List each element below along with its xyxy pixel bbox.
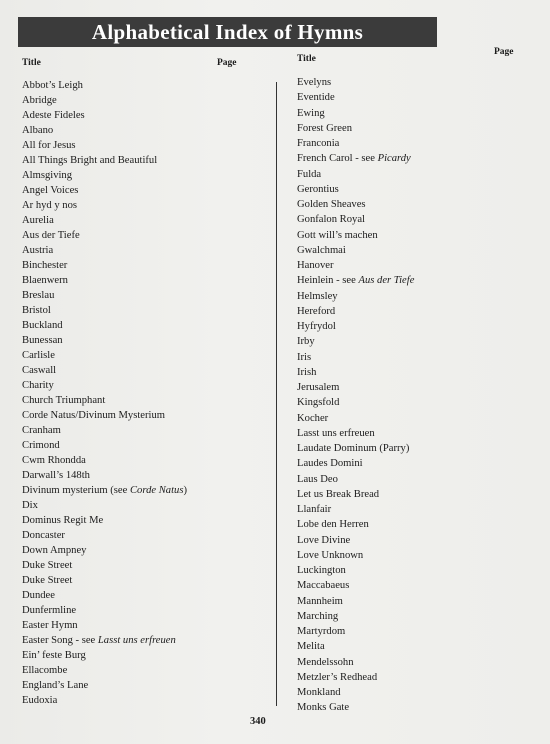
index-entry-title: Easter Song - see Lasst uns erfreuen [22,635,176,646]
index-entry-title: All Things Bright and Beautiful [22,155,158,166]
index-entry-title: Mendelssohn [297,656,354,668]
index-entry-title: Charity [22,380,54,391]
index-entry-title: Breslau [22,290,55,301]
index-heading: Alphabetical Index of Hymns [18,17,437,47]
index-entry-title: Melita [297,641,325,653]
index-entry-title: All for Jesus [22,140,76,151]
index-entry-title: Ein’ feste Burg [22,650,86,661]
left-title-header: Title [22,58,41,68]
index-entry-title: Ewing [297,107,325,119]
index-entry-title: Divinum mysterium (see Corde Natus) [22,485,187,496]
index-entry-title: Binchester [22,260,68,271]
index-entry-title: Abbot’s Leigh [22,80,83,91]
index-entry-title: Duke Street [22,560,73,571]
index-entry-title: England’s Lane [22,680,89,691]
index-entry-title: Darwall’s 148th [22,470,90,481]
index-entry-title: Irby [297,336,315,348]
index-entry-title: Duke Street [22,575,73,586]
index-entry-title: Blaenwern [22,275,68,286]
index-entry-title: Austria [22,245,54,256]
index-entry-title: Ar hyd y nos [22,200,78,211]
index-entry-title: Fulda [297,168,322,180]
index-entry-title: Cranham [22,425,61,436]
index-entry-title: Gwalchmai [297,244,346,256]
index-entry-title: Lobe den Herren [297,519,369,531]
index-entry-title: Abridge [22,95,57,106]
index-entry-title: Love Divine [297,534,351,546]
index-entry-title: Caswall [22,365,57,376]
index-entry-title: Golden Sheaves [297,199,366,210]
index-entry-title: Iris [297,351,312,363]
index-entry-title: Laudate Dominum (Parry) [297,443,410,454]
index-entry-title: Gerontius [297,183,339,195]
index-entry-title: Martyrdom [297,626,346,637]
index-entry-title: Irish [297,366,317,378]
index-entry-title: Monkland [297,687,341,698]
index-entry-title: Forest Green [297,122,353,134]
index-entry-title: Monks Gate [297,702,350,714]
index-entry-title: French Carol - see Picardy [297,153,411,165]
index-entry-title: Eudoxia [22,695,58,706]
index-entry-title: Ellacombe [22,665,68,676]
index-entry-title: Mannheim [297,595,343,607]
index-entry-title: Albano [22,125,54,136]
cross-reference: Aus der Tiefe [358,275,415,287]
index-entry-title: Dunfermline [22,605,77,616]
index-entry-title: Helmsley [297,290,338,302]
index-entry-title: Hereford [297,305,336,317]
cross-reference: Picardy [377,153,411,165]
index-entry-title: Dundee [22,590,55,601]
index-entry-title: Almsgiving [22,170,73,181]
index-entry-title: Let us Break Bread [297,488,380,500]
index-entry-title: Evelyns [297,77,332,88]
index-entry-title: Marching [297,610,339,622]
index-entry-title: Eventide [297,92,335,104]
index-entry-title: Kocher [297,412,329,424]
index-entry-title: Franconia [297,138,340,149]
index-entry-title: Maccabaeus [297,580,350,592]
index-entry-title: Gonfalon Royal [297,214,365,226]
page-number: 340 [250,716,266,727]
index-entry-title: Metzler’s Redhead [297,671,378,683]
index-entry-title: Lasst uns erfreuen [297,427,375,439]
index-entry-title: Gott will’s machen [297,229,378,241]
index-entry-title: Angel Voices [22,185,79,196]
right-title-header: Title [297,54,316,64]
index-entry-title: Bunessan [22,335,63,346]
right-page-header: Page [494,47,514,57]
index-entry-title: Hanover [297,260,334,271]
index-entry-title: Dix [22,500,38,511]
index-entry-title: Church Triumphant [22,395,106,406]
index-entry-title: Easter Hymn [22,620,78,631]
index-entry-title: Down Ampney [22,545,87,556]
index-entry-title: Hyfrydol [297,321,336,332]
index-entry-title: Dominus Regit Me [22,515,104,526]
cross-reference: Corde Natus [129,485,184,496]
index-entry-title: Love Unknown [297,549,364,561]
cross-reference: Lasst uns erfreuen [97,635,176,646]
index-entry-title: Corde Natus/Divinum Mysterium [22,410,166,421]
index-entry-title: Aurelia [22,215,54,226]
index-entry-title: Doncaster [22,530,65,541]
index-entry-title: Bristol [22,305,51,316]
left-page-header: Page [217,58,237,68]
index-entry-title: Adeste Fideles [22,110,85,121]
index-entry-title: Kingsfold [297,397,340,409]
index-entry-title: Llanfair [297,504,332,515]
index-entry-title: Jerusalem [297,382,340,393]
index-entry-title: Carlisle [22,350,55,361]
column-divider [276,82,277,706]
index-entry-title: Buckland [22,320,63,331]
index-entry-title: Aus der Tiefe [22,230,80,241]
index-entry-title: Laus Deo [297,473,338,485]
index-entry-title: Luckington [297,565,346,576]
index-entry-title: Heinlein - see Aus der Tiefe [297,275,415,287]
index-entry-title: Laudes Domini [297,458,363,470]
index-entry-title: Crimond [22,440,60,451]
index-entry-title: Cwm Rhondda [22,455,86,466]
